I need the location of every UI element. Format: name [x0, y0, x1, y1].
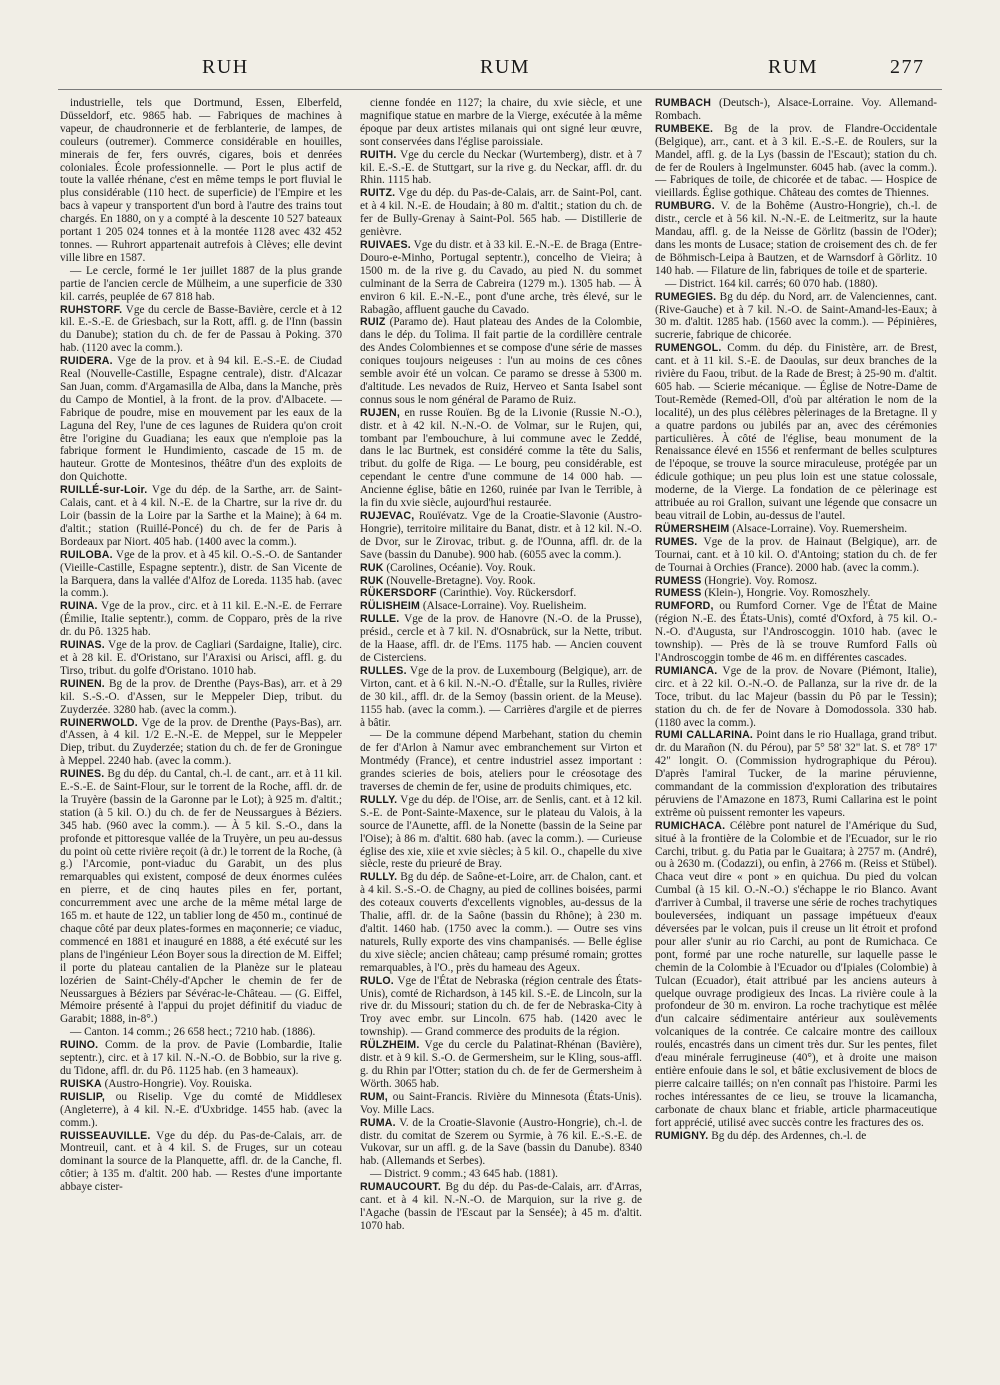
- dictionary-entry: [360, 239, 642, 316]
- dictionary-entry: [655, 123, 937, 200]
- dictionary-entry: [360, 871, 642, 974]
- dictionary-entry: [60, 1130, 342, 1195]
- entry-headword: RUISLIP,: [60, 1090, 105, 1103]
- dictionary-entry: [360, 975, 642, 1040]
- entry-text: — Le cercle, formé le 1er juillet 1887 de la plus grande partie de l'ancien cercle de Mülheim, a une superficie de 330 kil. carrés, peuplée de 67 818 hab.: [60, 264, 342, 303]
- entry-text: en russe Rouïen. Bg de la Livonie (Russie N.-O.), distr. et à 42 kil. N.-N.-O. de Volmar, sur le Rujen, qui, tombant par l'embouchure, à lui commune avec le Zeddé, dans le lac Burtnek, est considéré comme la tête du Salis, tribut. du golfe de Riga. — Le bourg, peu considérable, est cependant le centre d'une commune de 14 000 hab. — Ancienne église, bâtie en 1260, ruinée par Ivan le Terrible, à la fin du xvie siècle, aujourd'hui restaurée.: [360, 406, 642, 510]
- entry-headword: RUIVAES.: [360, 238, 411, 251]
- dictionary-entry: [655, 600, 937, 665]
- entry-headword: RUHSTORF.: [60, 303, 123, 316]
- dictionary-entry: [655, 575, 937, 588]
- entry-text: Vge de l'État de Nebraska (région centrale des États-Unis), comté de Richardson, à 145 kil. S.-E. de Lincoln, sur la rive dr. du Missouri; station du ch. de fer de Nebraska-City à Troy avec embr. sur Lincoln. 675 hab. (1420 avec le township). — Grand commerce des produits de la région.: [360, 974, 642, 1039]
- dictionary-entry: [655, 200, 937, 277]
- entry-headword: RUINAS.: [60, 639, 105, 652]
- text-column-3: [655, 97, 937, 1367]
- dictionary-entry: [655, 536, 937, 575]
- dictionary-entry: [60, 355, 342, 484]
- entry-text: Vge du dép. du Pas-de-Calais, arr. de Saint-Pol, cant. et à 4 kil. N.-E. de Houdain; à 80 m. d'altit.; station du ch. de fer de Bully-Grenay à Saint-Pol. 565 hab. — Distillerie de genièvre.: [360, 187, 642, 239]
- entry-headword: RUMES.: [655, 535, 698, 548]
- entry-headword: RUMENGOL.: [655, 342, 722, 355]
- dictionary-entry: [60, 304, 342, 356]
- entry-text: Vge de la prov. et à 45 kil. O.-S.-O. de Santander (Vieille-Castille, Espagne septentr.), distr. de San Vicente de la Barquera, dans la vallée d'Alfoz de Loreda. 1135 hab. (avec la comm.).: [60, 548, 342, 600]
- page-number: 277: [890, 56, 925, 78]
- entry-text: Bg du dép. des Ardennes, ch.-l. de: [711, 1129, 867, 1142]
- entry-text: (Alsace-Lorraine). Voy. Ruemersheim.: [732, 522, 908, 535]
- entry-text: Vge du cercle du Neckar (Wurtemberg), distr. et à 7 kil. E.-S.-E. de Stuttgart, sur la rive g. du Neckar, affl. dr. du Rhin. 1115 hab.: [360, 148, 642, 187]
- dictionary-entry: [60, 768, 342, 1026]
- dictionary-entry: [360, 1117, 642, 1169]
- entry-headword: RUIZ: [360, 316, 386, 329]
- entry-headword: RUISKA: [60, 1077, 102, 1090]
- entry-text: Comm. du dép. du Finistère, arr. de Brest, cant. et à 11 kil. S.-E. de Daoulas, sur deux branches de la rivière du Faou, tribut. de la Rade de Brest; à 25-90 m. d'altit. 605 hab. — Scierie mécanique. — Église de Notre-Dame de Tout-Remède (Remed-Oll, d'où par altération le nom de la localité), un des plus célèbres pèlerinages de la Bretagne. Il y a quatre pardons ou jubilés par an, avec des cérémonies particulières. À côté de l'église, beau monument de la Renaissance élevé en 1556 et renfermant de belles sculptures de l'époque, se trouve la source miraculeuse, protégée par un édicule gothique; un peu plus loin est une statue colossale, moderne, de la Vierge. La fondation de ce pèlerinage est attribuée au roi Grallon, suivant une légende que consacre un beau vitrail de Lobin, au-dessus de l'autel.: [655, 342, 937, 522]
- entry-text: (Austro-Hongrie). Voy. Rouiska.: [104, 1077, 252, 1090]
- dictionary-entry: [60, 484, 342, 549]
- running-header: [70, 56, 930, 88]
- entry-text: Vge de la prov. de Novare (Piémont, Italie), circ. et à 22 kil. O.-N.-O. de Pallanza, sur la rive dr. de la Toce, tribut. du lac Majeur (bassin du Pô par le Tessin); station du ch. de fer de Novare à Domodossola. 330 hab. (1180 avec la comm.).: [655, 664, 937, 729]
- dictionary-entry: [60, 639, 342, 678]
- entry-headword: RUK: [360, 561, 384, 574]
- entry-headword: RUINEN.: [60, 677, 105, 690]
- entry-text: Rouïévatz. Vge de la Croatie-Slavonie (Austro-Hongrie), territoire militaire du Banat, distr. et à 12 kil. N.-O. de Dvor, sur le Zirovac, tribut. g. de l'Ounna, affl. dr. de la Save (bassin du Danube). 900 hab. (6055 avec la comm.).: [360, 510, 642, 561]
- entry-headword: RUMBEKE.: [655, 122, 714, 135]
- entry-headword: RUMIANCA.: [655, 664, 718, 677]
- entry-text: Bg du dép. du Pas-de-Calais, arr. d'Arras, cant. et à 4 kil. N.-N.-O. de Marquion, sur la rive g. de l'Agache (bassin de l'Escaut par la Sensée); à 45 m. d'altit. 1070 hab.: [360, 1181, 642, 1232]
- entry-text: Vge de la prov. et à 94 kil. E.-S.-E. de Ciudad Real (Nouvelle-Castille, Espagne centrale), distr. d'Alcazar San Juan, comm. d'Argamasilla de Alba, dans la Manche, près du Campo de Montiel, à la front. de la prov. d'Albacete. — Fabrique de poudre, mise en mouvement par les eaux de la Laguna del Rey, l'une de ces lagunes de Ruidera qu'on croit être l'origine du Guadiana; les eaux que n'emploie pas la fabrique forment le Hundimiento, cascade de 15 m. de hauteur. Grotte de Montesinos, théâtre d'un des exploits de don Quichotte.: [60, 355, 342, 484]
- header-right-guide-word: RUM: [768, 56, 819, 78]
- entry-headword: RUINES.: [60, 768, 105, 781]
- entry-text: (Carolines, Océanie). Voy. Rouk.: [386, 561, 536, 574]
- dictionary-entry: [655, 97, 937, 123]
- dictionary-entry: [655, 278, 937, 291]
- dictionary-entry: [655, 1130, 937, 1143]
- entry-text: (Alsace-Lorraine). Voy. Ruelisheim.: [422, 600, 587, 613]
- dictionary-entry: [655, 523, 937, 536]
- dictionary-entry: [60, 97, 342, 265]
- entry-text: Célèbre pont naturel de l'Amérique du Sud, situé à la frontière de la Colombie et de l'Ecuador, sur le rio Carchi, tribut. g. du Patia par le Guaitara; à 2757 m. (André), ou à 2630 m. (Codazzi), ou enfin, à 2766 m. (Reiss et Stübel). Chaca veut dire « pont » en quichua. Du pied du volcan Cumbal (à 15 kil. O.-N.-O.) s'échappe le rio Blanco. Avant d'arriver à Cumbal, il traverse une série de roches trachytiques bouleversées, indiquant un passage impétueux d'eaux déversées par le volcan, puis il creuse un lit étroit et profond pour aller s'unir au rio Carchi, au pont de Rumichaca. Ce pont, formé par une roche naturelle, sur laquelle passe le chemin de la Colombie à l'Ecuador ou d'Ipiales (Colombie) à Tulcan (Ecuador), était attribué par les anciens auteurs à quelque ouvrage prodigieux des Incas. La rivière coule à la profondeur de 30 m. environ. La roche trachytique est mêlée d'un calcaire sédimentaire antérieur aux soulèvements volcaniques de la contrée. Ce calcaire montre des cailloux roulés, encastrés dans un ciment très dur. Sur les pentes, filet d'eau minérale ferrugineuse (40°), et à droite une maison entière enfouie dans le sol, et bâtie exclusivement de blocs de pierre calcaire taillés; on n'en connaît pas l'histoire. Parmi les roches intéressantes de ce lieu, se trouve la licamancha, carbonate de chaux blanc et friable, article pharmaceutique fort apprécié, utilisé avec succès contre les fractures des os.: [655, 819, 937, 1129]
- entry-text: V. de la Bohême (Austro-Hongrie), ch.-l. de distr., cercle et à 56 kil. N.-N.-E. de Leitmeritz, sur la haute Mandau, affl. g. de la Neisse de Görlitz (bassin de l'Oder); dans les monts de Lusace; station de croisement des ch. de fer de Böhmisch-Leipa à Bautzen, et de Warnsdorf à Görlitz. 10 140 hab. — Filature de lin, fabriques de toile et de sparterie.: [655, 200, 937, 277]
- dictionary-entry: [60, 1026, 342, 1039]
- dictionary-entry: [360, 587, 642, 600]
- entry-text: Point dans le rio Huallaga, grand tribut. dr. du Marañon (N. du Pérou), par 5° 58' 32" lat. S. et 78° 17' 42" longit. O. (Commission hydrographique du Pérou). D'après l'amiral Tucker, de la marine péruvienne, commandant de la commission d'exploration des tributaires péruviens de l'Amazone en 1873, Rumi Callarina est le point extrême où puissent remonter les vapeurs.: [655, 729, 937, 819]
- header-center-guide-word: RUM: [480, 56, 531, 78]
- entry-text: Bg du dép. du Nord, arr. de Valenciennes, cant. (Rive-Gauche) et à 7 kil. N.-O. de Saint-Amand-les-Eaux; à 30 m. d'altit. 1285 hab. (1560 avec la comm.). — Pépinières, sucrerie, fabrique de chicorée.: [655, 290, 937, 342]
- dictionary-entry: [360, 316, 642, 406]
- dictionary-entry: [360, 149, 642, 188]
- dictionary-entry: [360, 97, 642, 149]
- entry-headword: RÜLZHEIM.: [360, 1039, 420, 1052]
- dictionary-entry: [655, 729, 937, 819]
- dictionary-entry: [360, 187, 642, 239]
- entry-text: ou Riselip. Vge du comté de Middlesex (Angleterre), à 4 kil. N.-E. d'Uxbridge. 1455 hab. (avec la comm.).: [60, 1090, 342, 1129]
- entry-headword: RÜMERSHEIM: [655, 522, 730, 535]
- entry-text: (Hongrie). Voy. Romosz.: [704, 574, 818, 587]
- entry-text: ou Saint-Francis. Rivière du Minnesota (États-Unis). Voy. Mille Lacs.: [360, 1090, 642, 1116]
- entry-text: Bg du dép. du Cantal, ch.-l. de cant., arr. et à 11 kil. E.-S.-E. de Saint-Flour, sur le torrent de la Roche, affl. dr. de la Truyère (bassin de la Garonne par le Lot); à 925 m. d'altit.; station (à 5 kil. O.) du ch. de fer de Neussargues à Béziers. 345 hab. (960 avec la comm.). — À 5 kil. S.-O., dans la profonde et pittoresque vallée de la Truyère, un peu au-dessus du point où cette rivière reçoit (à dr.) le torrent de la Roche, (à g.) l'Arcomie, pont-viaduc du Garabit, un des plus remarquables qui existent, composé de deux énormes culées en pierre, et de cinq hautes piles en fer, portant, concurremment avec une arche de la même métal large de 165 m. et haute de 122, un tablier long de 450 m., continué de chaque côté par deux plates-formes en maçonnerie; ce viaduc, commencé en 1881 et inauguré en 1888, a été exécuté sur les plans de l'ingénieur Léon Boyer sous la direction de M. Eiffel; il porte du plateau cantalien de la Planèze sur le plateau lozérien de Saint-Chély-d'Apcher le chemin de fer de Neussargues à Béziers par Sévérac-le-Château. — (G. Eiffel, Mémoire présenté à l'appui du projet définitif du viaduc de Garabit; 1888, in-8°.): [60, 768, 342, 1026]
- entry-text: Vge du dép. de l'Oise, arr. de Senlis, cant. et à 12 kil. S.-E. de Pont-Sainte-Maxence, sur le plateau du Valois, à la source de l'Aunette, affl. de la Nonette (bassin de la Seine par l'Oise); à 86 m. d'altit. 680 hab. (avec la comm.). — Curieuse église des xie, xiie et xvie siècles; à 5 kil. O., chapelle du xive siècle, reste du prieuré de Bray.: [360, 793, 642, 871]
- entry-text: Bg de la prov. de Flandre-Occidentale (Belgique), arr., cant. et à 3 kil. E.-S.-E. de Roulers, sur la Mandel, affl. g. de la Lys (bassin de l'Escaut); station du ch. de fer de Roulers à Ingelmunster. 6045 hab. (avec la comm.). — Fabriques de toile, de chicorée et de tabac. — Hospice de vieillards. Église gothique. Château des comtes de Thiennes.: [655, 122, 937, 200]
- entry-headword: RUMBURG.: [655, 200, 715, 213]
- dictionary-entry: [360, 613, 642, 665]
- entry-headword: RUM,: [360, 1090, 388, 1103]
- header-rule: [58, 89, 942, 90]
- entry-headword: RUINO.: [60, 1039, 99, 1052]
- entry-text: Vge de la prov. de Luxembourg (Belgique), arr. de Virton, cant. et à 6 kil. N.-N.-O. d'Étalle, sur la Rulles, rivière de 30 kil., affl. dr. de la Semoy (bassin orient. de la Meuse). 1155 hab. (avec la comm.). — Carrières d'argile et de pierres à bâtir.: [360, 664, 642, 729]
- entry-headword: RUMI CALLARINA.: [655, 729, 754, 742]
- entry-headword: RULLY.: [360, 871, 398, 884]
- entry-headword: RULLES.: [360, 664, 407, 677]
- dictionary-entry: [655, 820, 937, 1130]
- dictionary-entry: [360, 794, 642, 871]
- entry-headword: RUJEN,: [360, 406, 401, 419]
- dictionary-entry: [655, 665, 937, 730]
- entry-headword: RUITZ.: [360, 187, 396, 200]
- entry-headword: RULO.: [360, 974, 394, 987]
- text-column-2: [360, 97, 642, 1367]
- entry-text: — District. 164 kil. carrés; 60 070 hab. (1880).: [665, 277, 878, 290]
- dictionary-entry: [655, 291, 937, 343]
- entry-text: Vge de la prov. de Hanovre (N.-O. de la Prusse), présid., cercle et à 7 kil. N. d'Osnabrück, sur la Nette, tribut. de la Haase, affl. dr. de l'Ems. 1175 hab. — Ancien couvent de Cisterciens.: [360, 613, 642, 664]
- entry-text: Vge du dép. de la Sarthe, arr. de Saint-Calais, cant. et à 4 kil. N.-E. de la Chartre, sur la rive dr. du Loir (bassin de la Loire par la Sarthe et la Maine); à 64 m. d'altit.; station (Ruillé-Poncé) du ch. de fer de Paris à Bordeaux par Niort. 405 hab. (1400 avec la comm.).: [60, 484, 342, 548]
- dictionary-entry: [360, 1168, 642, 1181]
- dictionary-entry: [360, 407, 642, 510]
- dictionary-entry: [360, 729, 642, 794]
- entry-text: — Canton. 14 comm.; 26 658 hect.; 7210 hab. (1886).: [70, 1026, 316, 1039]
- entry-headword: RUJEVAC,: [360, 510, 415, 522]
- entry-text: industrielle, tels que Dortmund, Essen, Elberfeld, Düsseldorf, etc. 9865 hab. — Fabriques de machines à vapeur, de chaudronnerie et de ferblanterie, de lampes, de couleurs (outremer). Commerce considérable en houilles, minerais de fer, fers ouvrés, cigares, bois et denrées coloniales. École professionnelle. — Port le plus actif de toute la vallée rhénane, c'est en même temps le port fluvial le plus considérable (110 hect. de superficie) de l'Empire et les bacs à vapeur y transportent d'un bord à l'autre des trains tout chargés. En 1880, on y a compté à la descente 10 527 bateaux portant 1 205 024 tonnes et à la montée 1128 avec 432 452 tonnes. — Ruhrort appartenait autrefois à Clèves; elle devint ville libre en 1587.: [60, 97, 342, 264]
- entry-text: (Paramo de). Haut plateau des Andes de la Colombie, dans le dép. du Tolima. Il fait partie de la cordillère centrale des Andes Colombiennes et se compose d'une série de masses coniques toujours neigeuses : l'un au moins de ces cônes semble avoir été un volcan. Ce paramo se dresse à 5300 m. d'altitude. Les nevados de Ruiz, Herveo et Santa Isabel sont connus sous le nom général de Paramo de Ruiz.: [360, 316, 642, 406]
- dictionary-entry: [60, 717, 342, 769]
- dictionary-entry: [60, 678, 342, 717]
- entry-text: — De la commune dépend Marbehant, station du chemin de fer d'Arlon à Namur avec embranchement sur Virton et Montmédy (France), et centre industriel assez important : grandes scieries de bois, ateliers pour le créosotage des traverses de chemin de fer, usine de produits chimiques, etc.: [360, 729, 642, 794]
- dictionary-entry: [360, 1039, 642, 1091]
- entry-headword: RUILOBA.: [60, 548, 113, 561]
- dictionary-entry: [60, 1039, 342, 1078]
- dictionary-entry: [360, 665, 642, 730]
- entry-headword: RUMICHACA.: [655, 819, 726, 832]
- entry-headword: RUMAUCOURT.: [360, 1181, 442, 1194]
- entry-text: (Deutsch-), Alsace-Lorraine. Voy. Allemand-Rombach.: [655, 97, 937, 122]
- dictionary-entry: [60, 1078, 342, 1091]
- entry-text: ou Rumford Corner. Vge de l'État de Maine (région N.-E. des États-Unis), comté d'Oxford, à 75 kil. O.-N.-O. d'Augusta, sur l'Androscoggin. 1010 hab. (avec le township). — Près de là se trouve Rumford Falls où l'Androscoggin tombe de 46 m. en différentes cascades.: [655, 600, 937, 664]
- dictionary-entry: [360, 600, 642, 613]
- entry-text: cienne fondée en 1127; la chaire, du xvie siècle, et une magnifique statue en marbre de la Vierge, exécutée à la même époque par deux artistes milanais qui ont signé leur œuvre, sont conservées dans l'église paroissiale.: [360, 97, 642, 148]
- dictionary-entry: [360, 1181, 642, 1233]
- entry-headword: RUILLÉ-sur-Loir.: [60, 484, 148, 497]
- entry-text: Comm. de la prov. de Pavie (Lombardie, Italie septentr.), circ. et à 17 kil. N.-N.-O. de Bobbio, sur la rive g. du Tidone, affl. dr. du Pô. 1125 hab. (en 3 hameaux).: [60, 1039, 342, 1077]
- entry-headword: RUINERWOLD.: [60, 716, 138, 729]
- dictionary-entry: [655, 342, 937, 523]
- entry-headword: RULLY.: [360, 793, 398, 806]
- dictionary-entry: [360, 510, 642, 562]
- entry-text: (Carinthie). Voy. Rückersdorf.: [439, 587, 577, 600]
- entry-text: Bg de la prov. de Drenthe (Pays-Bas), arr. et à 29 kil. S.-S.-O. d'Assen, sur le Meppeler Diep, tribut. du Zuyderzée. 3280 hab. (avec la comm.).: [60, 677, 342, 716]
- dictionary-entry: [60, 265, 342, 304]
- entry-headword: RUINA.: [60, 600, 98, 613]
- entry-text: — District. 9 comm.; 43 645 hab. (1881).: [370, 1168, 558, 1181]
- entry-headword: RUK: [360, 574, 384, 587]
- entry-text: Vge de la prov. de Cagliari (Sardaigne, Italie), circ. et à 28 kil. E. d'Oristano, sur l'Araxisi ou Arisci, affl. g. du Tirso, tribut. du golfe d'Oristano. 1010 hab.: [60, 639, 342, 677]
- dictionary-entry: [655, 587, 937, 600]
- entry-text: (Nouvelle-Bretagne). Voy. Rook.: [386, 574, 536, 587]
- dictionary-entry: [60, 600, 342, 639]
- dictionary-entry: [60, 1091, 342, 1130]
- entry-text: (Klein-), Hongrie. Voy. Romoszhely.: [704, 587, 871, 600]
- entry-text: Vge du cercle du Palatinat-Rhénan (Bavière), distr. et à 9 kil. S.-O. de Germersheim, sur le Kling, sous-affl. g. du Rhin par l'Otter; station du ch. de fer de Germersheim à Wörth. 3065 hab.: [360, 1039, 642, 1090]
- header-left-guide-word: RUH: [202, 56, 249, 78]
- entry-text: Vge du cercle de Basse-Bavière, cercle et à 12 kil. E.-S.-E. de Griesbach, sur la Rott, affl. g. de l'Inn (bassin du Danube); station du ch. de fer de Passau à Poking. 370 hab. (1120 avec la comm.).: [60, 303, 342, 355]
- entry-text: Vge de la prov., circ. et à 11 kil. E.-N.-E. de Ferrare (Émilie, Italie septentr.), comm. de Copparo, près de la rive dr. du Pô. 1325 hab.: [60, 600, 342, 639]
- dictionary-entry: [360, 1091, 642, 1117]
- entry-text: Vge du distr. et à 33 kil. E.-N.-E. de Braga (Entre-Douro-e-Minho, Portugal septentr.), concelho de Vieira; à 1500 m. de la rive g. du Cavado, au pied N. du sommet culminant de la Serra de Cabreira (1279 m.). 1305 hab. — À environ 6 kil. E.-N.-E., pont d'une arche, très élevé, sur le Rabagão, affluent gauche du Cavado.: [360, 238, 642, 316]
- entry-headword: RUISSEAUVILLE.: [60, 1129, 151, 1142]
- entry-text: Vge de la prov. de Hainaut (Belgique), arr. de Tournai, cant. et à 10 kil. O. d'Antoing; station du ch. de fer de Tournai à Orchies (France). 2000 hab. (avec la comm.).: [655, 535, 937, 574]
- entry-headword: RULLE.: [360, 613, 400, 626]
- entry-text: V. de la Croatie-Slavonie (Austro-Hongrie), ch.-l. de distr. du comitat de Szerem ou Syrmie, à 76 kil. E.-S.-E. de Vukovar, sur un affl. g. de la Save (bassin du Danube). 8340 hab. (Allemands et Serbes).: [360, 1116, 642, 1168]
- entry-headword: RUMEGIES.: [655, 290, 717, 303]
- entry-headword: RUMIGNY.: [655, 1129, 709, 1142]
- entry-headword: RUITH.: [360, 148, 397, 161]
- entry-text: Vge de la prov. de Drenthe (Pays-Bas), arr. d'Assen, à 4 kil. 1/2 E.-N.-E. de Meppel, sur le Meppeler Diep, tribut. du Zuyderzée; station du ch. de fer de Groningue à Meppel. 2240 hab. (avec la comm.).: [60, 716, 342, 768]
- entry-text: Vge du dép. du Pas-de-Calais, arr. de Montreuil, cant. et à 4 kil. S. de Fruges, sur un coteau dominant la source de la Planquette, affl. dr. de la Canche, fl. côtier; à 135 m. d'altit. 200 hab. — Restes d'une importante abbaye cister-: [60, 1129, 342, 1194]
- entry-headword: RUMFORD,: [655, 600, 714, 613]
- dictionary-entry: [60, 549, 342, 601]
- entry-headword: RÜKERSDORF: [360, 587, 437, 600]
- dictionary-entry: [360, 562, 642, 575]
- entry-headword: RUMESS: [655, 587, 702, 600]
- entry-headword: RÜLISHEIM: [360, 600, 421, 613]
- entry-headword: RUMBACH: [655, 97, 712, 109]
- entry-headword: RUIDERA.: [60, 355, 113, 368]
- entry-text: Bg du dép. de Saône-et-Loire, arr. de Chalon, cant. et à 4 kil. S.-S.-O. de Chagny, au pied de collines boisées, parmi des coteaux couverts d'excellents vignobles, au-dessus de la Thalie, affl. dr. de la Saône (bassin du Rhône); à 230 m. d'altit. 1460 hab. (1750 avec la comm.). — Outre ses vins naturels, Rully exporte des vins champanisés. — Belle église du xive siècle; ancien château; camp présumé romain; grottes remarquables, à l'O., près du hameau des Ageux.: [360, 871, 642, 974]
- text-column-1: [60, 97, 342, 1367]
- dictionary-entry: [360, 575, 642, 588]
- entry-headword: RUMA.: [360, 1116, 396, 1129]
- entry-headword: RUMESS: [655, 574, 702, 587]
